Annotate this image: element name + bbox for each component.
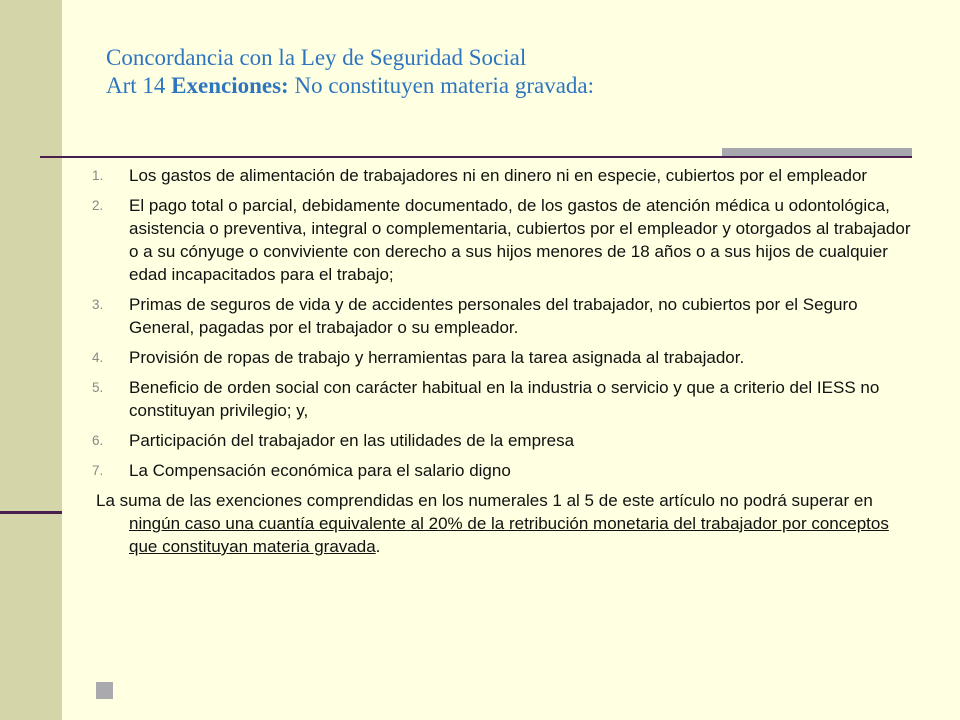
footnote-end: . [375,537,381,556]
list-number: 5. [92,380,104,395]
footnote-underlined: ningún caso una cuantía equivalente al 20% de la retribución monetaria del trabajador por conceptos que constituyan materia gravada [129,514,889,556]
decorative-square [96,682,113,699]
list-text: Provisión de ropas de trabajo y herramientas para la tarea asignada al trabajador. [129,348,745,367]
list-number: 4. [92,350,104,365]
list-item [92,293,912,339]
title-bold-term: Exenciones: [171,73,289,98]
list-text: El pago total o parcial, debidamente documentado, de los gastos de atención médica u odontológica, asistencia o preventiva, integral o complementaria, cubiertos por el empleador y otorgados al trabajador o a su cónyuge o conviviente con derecho a sus hijos menores de 18 años o a sus hijos de cualquier edad incapacitados para el trabajo; [129,196,911,284]
title-divider [40,156,912,158]
footnote-paragraph [92,489,912,558]
footnote-plain: La suma de las exenciones comprendidas en los numerales 1 al 5 de este artículo no podrá superar en [96,491,873,510]
list-item [92,164,912,187]
slide-body [92,164,912,558]
title-line-2 [106,72,926,100]
decorative-side-accent [0,511,62,514]
list-number: 6. [92,433,104,448]
list-number: 1. [92,168,104,183]
list-item [92,459,912,482]
slide-title [106,44,926,100]
list-item [92,429,912,452]
list-number: 3. [92,297,104,312]
list-text: La Compensación económica para el salario digno [129,461,511,480]
list-item [92,194,912,286]
list-number: 7. [92,463,104,478]
list-text: Primas de seguros de vida y de accidentes personales del trabajador, no cubiertos por el Seguro General, pagadas por el trabajador o su empleador. [129,295,858,337]
list-item [92,376,912,422]
list-item [92,346,912,369]
title-line-1: Concordancia con la Ley de Seguridad Social [106,45,527,70]
list-text: Los gastos de alimentación de trabajadores ni en dinero ni en especie, cubiertos por el empleador [129,166,868,185]
decorative-side-bar [0,0,62,720]
list-text: Beneficio de orden social con carácter habitual en la industria o servicio y que a criterio del IESS no constituyan privilegio; y, [129,378,880,420]
list-number: 2. [92,198,104,213]
title-rest: No constituyen materia gravada: [288,73,595,98]
list-text: Participación del trabajador en las utilidades de la empresa [129,431,575,450]
title-article: Art 14 [106,73,172,98]
